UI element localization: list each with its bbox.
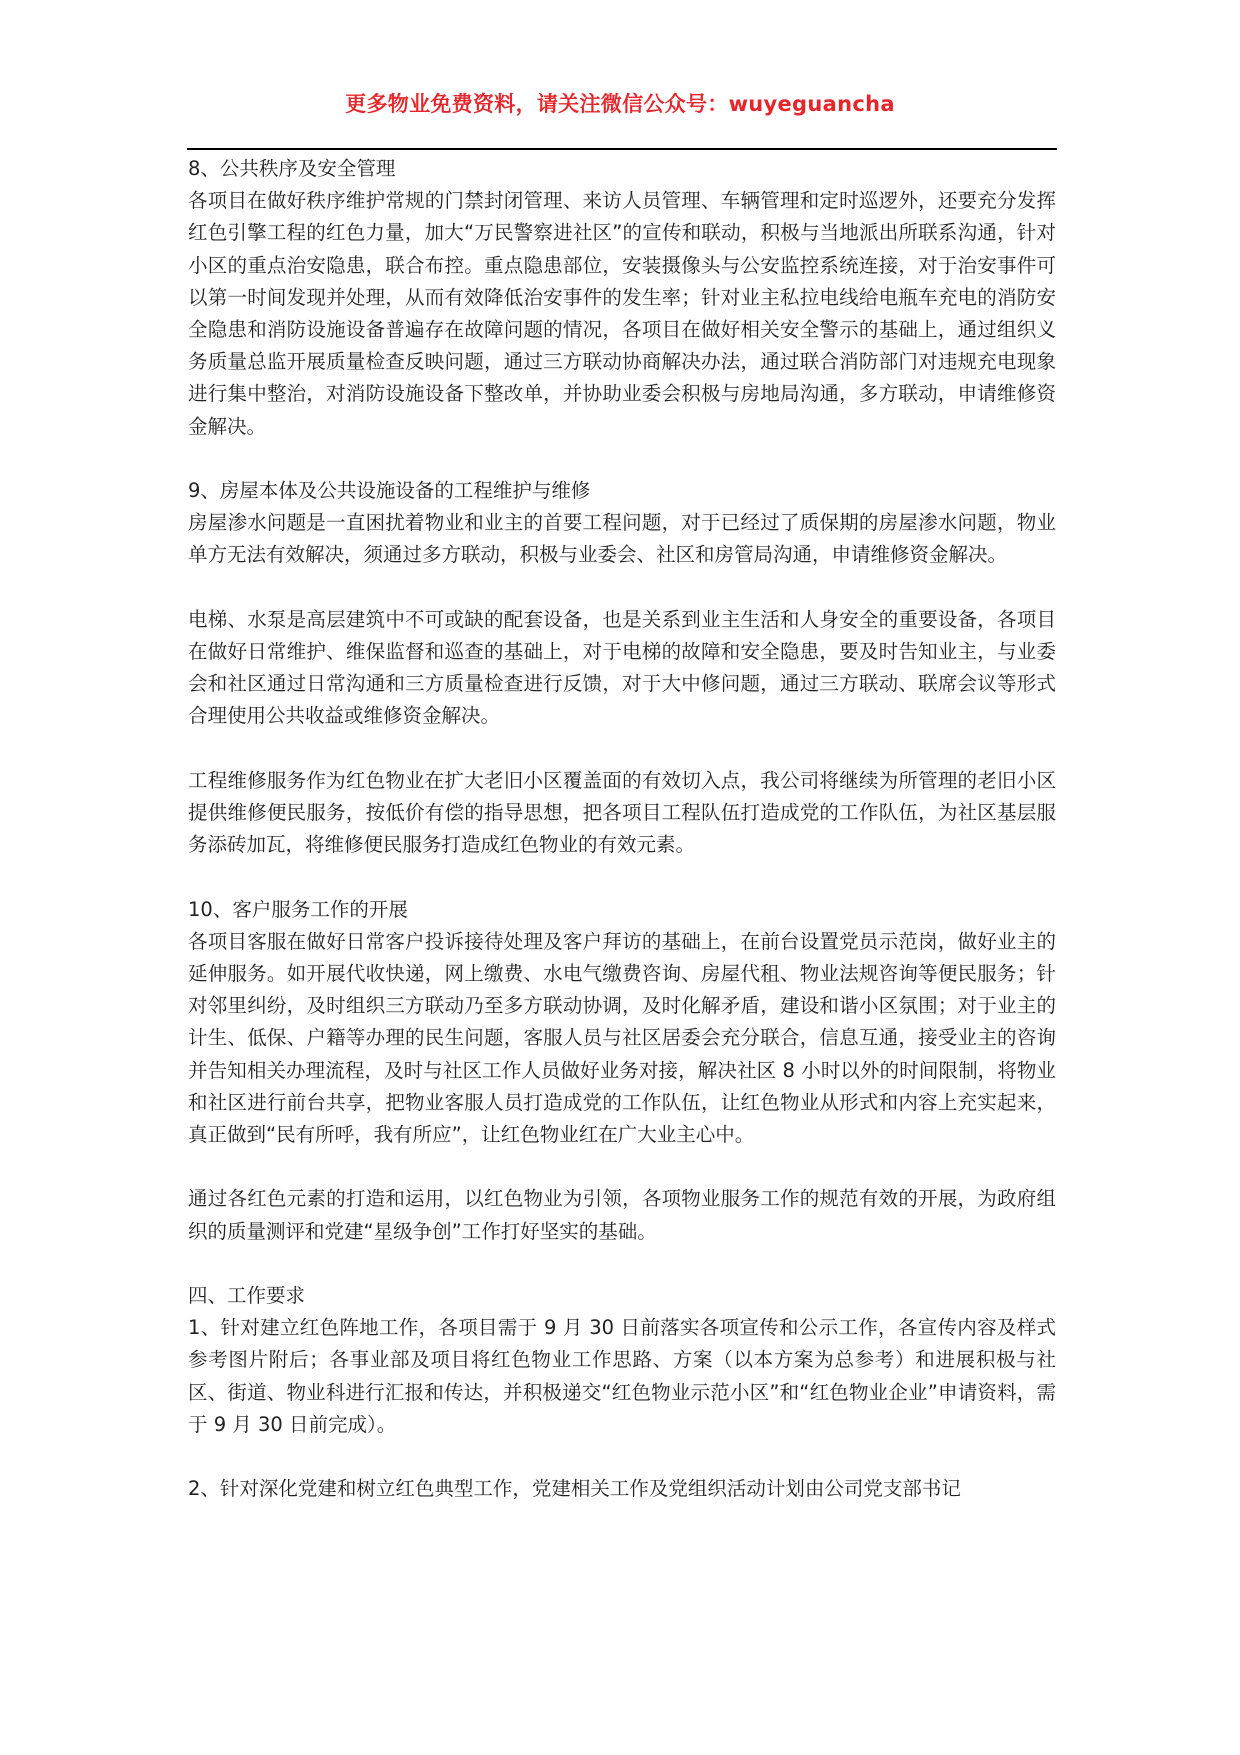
section-8-heading: 8、公共秩序及安全管理 [188, 157, 396, 180]
document-body [188, 153, 1056, 1538]
section-10-paragraph-2: 通过各红色元素的打造和运用，以红色物业为引领，各项物业服务工作的规范有效的开展，为政府组织的质量测评和党建“星级争创”工作打好坚实的基础。 [188, 1187, 1056, 1243]
section-9-paragraph-1: 房屋渗水问题是一直困扰着物业和业主的首要工程问题，对于已经过了质保期的房屋渗水问题，物业单方无法有效解决，须通过多方联动，积极与业委会、社区和房管局沟通，申请维修资金解决。 [188, 511, 1056, 567]
section-8-paragraph: 各项目在做好秩序维护常规的门禁封闭管理、来访人员管理、车辆管理和定时巡逻外，还要充分发挥红色引擎工程的红色力量，加大“万民警察进社区”的宣传和联动，积极与当地派出所联系沟通，针对小区的重点治安隐患，联合布控。重点隐患部位，安装摄像头与公安监控系统连接，对于治安事件可以第一时间发现并处理，从而有效降低治安事件的发生率；针对业主私拉电线给电瓶车充电的消防安全隐患和消防设施设备普遍存在故障问题的情况，各项目在做好相关安全警示的基础上，通过组织义务质量总监开展质量检查反映问题，通过三方联动协商解决办法，通过联合消防部门对违规充电现象进行集中整治，对消防设施设备下整改单，并协助业委会积极与房地局沟通，多方联动，申请维修资金解决。 [188, 189, 1056, 438]
section-4-heading: 四、工作要求 [188, 1284, 306, 1308]
header-divider [187, 148, 1057, 150]
section-9-paragraph-2: 电梯、水泵是高层建筑中不可或缺的配套设备，也是关系到业主生活和人身安全的重要设备，各项目在做好日常维护、维保监督和巡查的基础上，对于电梯的故障和安全隐患，要及时告知业主，与业委会和社区通过日常沟通和三方质量检查进行反馈，对于大中修问题，通过三方联动、联席会议等形式合理使用公共收益或维修资金解决。 [188, 607, 1056, 728]
section-9-paragraph-3: 工程维修服务作为红色物业在扩大老旧小区覆盖面的有效切入点，我公司将继续为所管理的老旧小区提供维修便民服务，按低价有偿的指导思想，把各项目工程队伍打造成党的工作队伍，为社区基层服务添砖加瓦，将维修便民服务打造成红色物业的有效元素。 [188, 768, 1056, 857]
section-10-paragraph-1: 各项目客服在做好日常客户投诉接待处理及客户拜访的基础上，在前台设置党员示范岗，做好业主的延伸服务。如开展代收快递，网上缴费、水电气缴费咨询、房屋代租、物业法规咨询等便民服务；针对邻里纠纷，及时组织三方联动乃至多方联动协调，及时化解矛盾，建设和谐小区氛围；对于业主的计生、低保、户籍等办理的民生问题，客服人员与社区居委会充分联合，信息互通，接受业主的咨询并告知相关办理流程，及时与社区工作人员做好业务对接，解决社区 8 小时以外的时间限制，将物业和社区进行前台共享，把物业客服人员打造成党的工作队伍，让红色物业从形式和内容上充实起来，真正做到“民有所呼，我有所应”，让红色物业红在广大业主心中。 [188, 929, 1056, 1147]
section-9-heading: 9、房屋本体及公共设施设备的工程维护与维修 [188, 479, 591, 503]
section-10-heading: 10、客户服务工作的开展 [188, 897, 408, 921]
section-4-paragraph-1: 1、针对建立红色阵地工作，各项目需于 9 月 30 日前落实各项宣传和公示工作，各宣传内容及样式参考图片附后；各事业部及项目将红色物业工作思路、方案（以本方案为总参考）和进展积极与社区、街道、物业科进行汇报和传达，并积极递交“红色物业示范小区”和“红色物业企业”申请资料，需于 9 月 30 日前完成）。 [188, 1316, 1056, 1436]
section-4-paragraph-2: 2、针对深化党建和树立红色典型工作，党建相关工作及党组织活动计划由公司党支部书记 [188, 1477, 961, 1501]
header-banner: 更多物业免费资料，请关注微信公众号：wuyeguancha [345, 92, 895, 116]
